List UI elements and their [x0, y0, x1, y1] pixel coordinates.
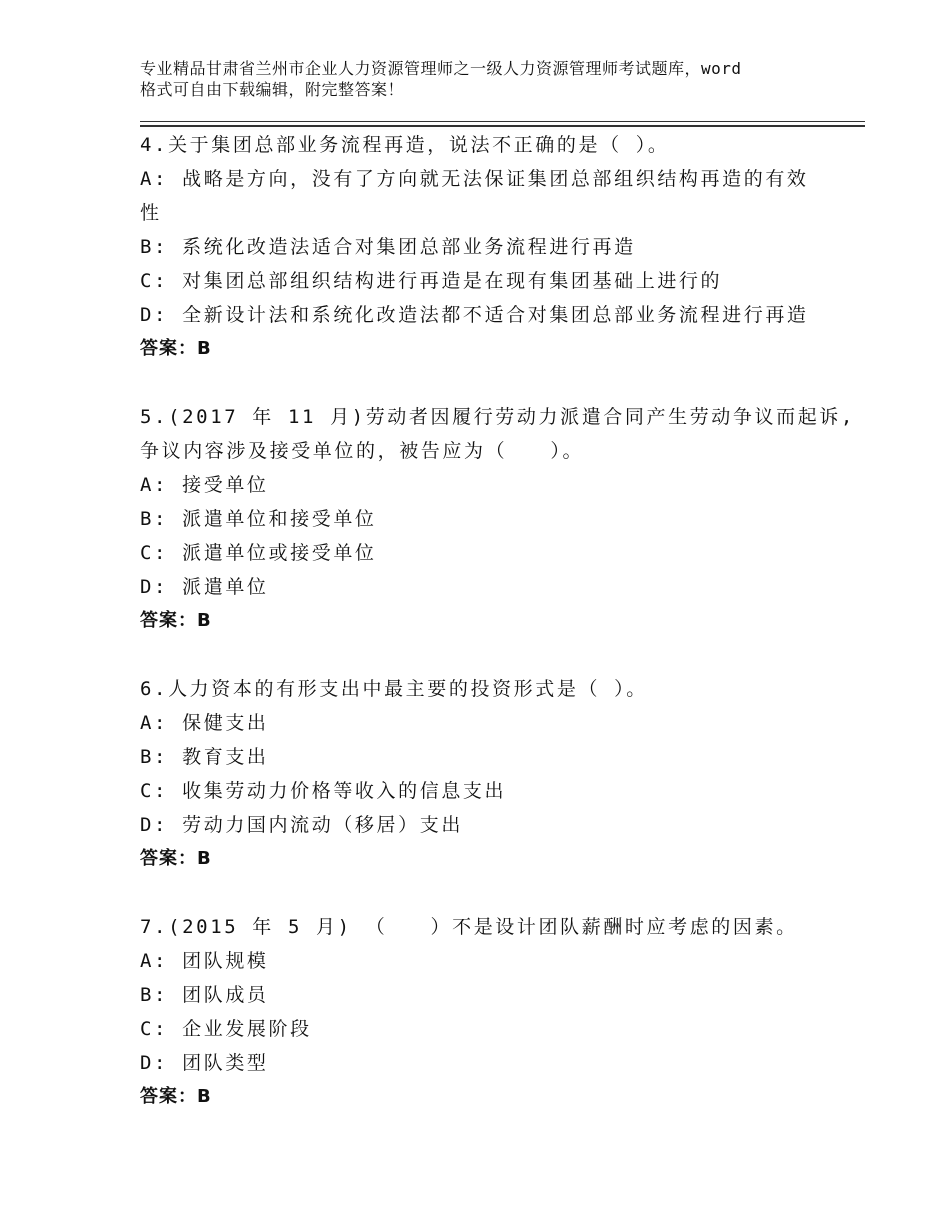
option-b: B: 教育支出 — [140, 746, 269, 768]
question-6 — [140, 672, 840, 876]
answer-label: 答案：B — [140, 610, 212, 631]
option-a: A: 保健支出 — [140, 712, 269, 734]
option-d: D: 团队类型 — [140, 1052, 269, 1074]
question-stem: 5.(2017 年 11 月)劳动者因履行劳动力派遣合同产生劳动争议而起诉, — [140, 406, 855, 428]
option-c: C: 派遣单位或接受单位 — [140, 542, 377, 564]
option-d: D: 全新设计法和系统化改造法都不适合对集团总部业务流程进行再造 — [140, 304, 809, 326]
question-stem: 6.人力资本的有形支出中最主要的投资形式是（ ）。 — [140, 678, 648, 700]
option-b: B: 团队成员 — [140, 984, 269, 1006]
option-a: A: 战略是方向，没有了方向就无法保证集团总部组织结构再造的有效 — [140, 168, 809, 190]
question-stem: 4.关于集团总部业务流程再造，说法不正确的是（ ）。 — [140, 134, 670, 156]
option-d: D: 派遣单位 — [140, 576, 269, 598]
answer-label: 答案：B — [140, 848, 212, 869]
option-c: C: 收集劳动力价格等收入的信息支出 — [140, 780, 507, 802]
option-a: A: 团队规模 — [140, 950, 269, 972]
option-c: C: 对集团总部组织结构进行再造是在现有集团基础上进行的 — [140, 270, 723, 292]
question-4 — [140, 128, 840, 366]
question-stem-continued: 争议内容涉及接受单位的，被告应为（ ）。 — [140, 440, 585, 462]
question-list — [140, 128, 855, 1148]
header-divider-thick — [140, 125, 865, 127]
option-a: A: 接受单位 — [140, 474, 269, 496]
answer-label: 答案：B — [140, 338, 212, 359]
header-divider-thin — [140, 121, 865, 122]
question-5 — [140, 400, 855, 638]
answer-label: 答案：B — [140, 1086, 212, 1107]
question-7 — [140, 910, 840, 1114]
document-header — [140, 58, 830, 100]
option-a-continued: 性 — [140, 202, 162, 224]
header-title-line-2: 格式可自由下载编辑，附完整答案！ — [140, 80, 405, 99]
header-title-line-1: 专业精品甘肃省兰州市企业人力资源管理师之一级人力资源管理师考试题库，word — [140, 59, 742, 78]
question-stem: 7.(2015 年 5 月) （ ）不是设计团队薪酬时应考虑的因素。 — [140, 916, 798, 938]
option-b: B: 系统化改造法适合对集团总部业务流程进行再造 — [140, 236, 636, 258]
option-c: C: 企业发展阶段 — [140, 1018, 312, 1040]
option-b: B: 派遣单位和接受单位 — [140, 508, 377, 530]
option-d: D: 劳动力国内流动（移居）支出 — [140, 814, 463, 836]
